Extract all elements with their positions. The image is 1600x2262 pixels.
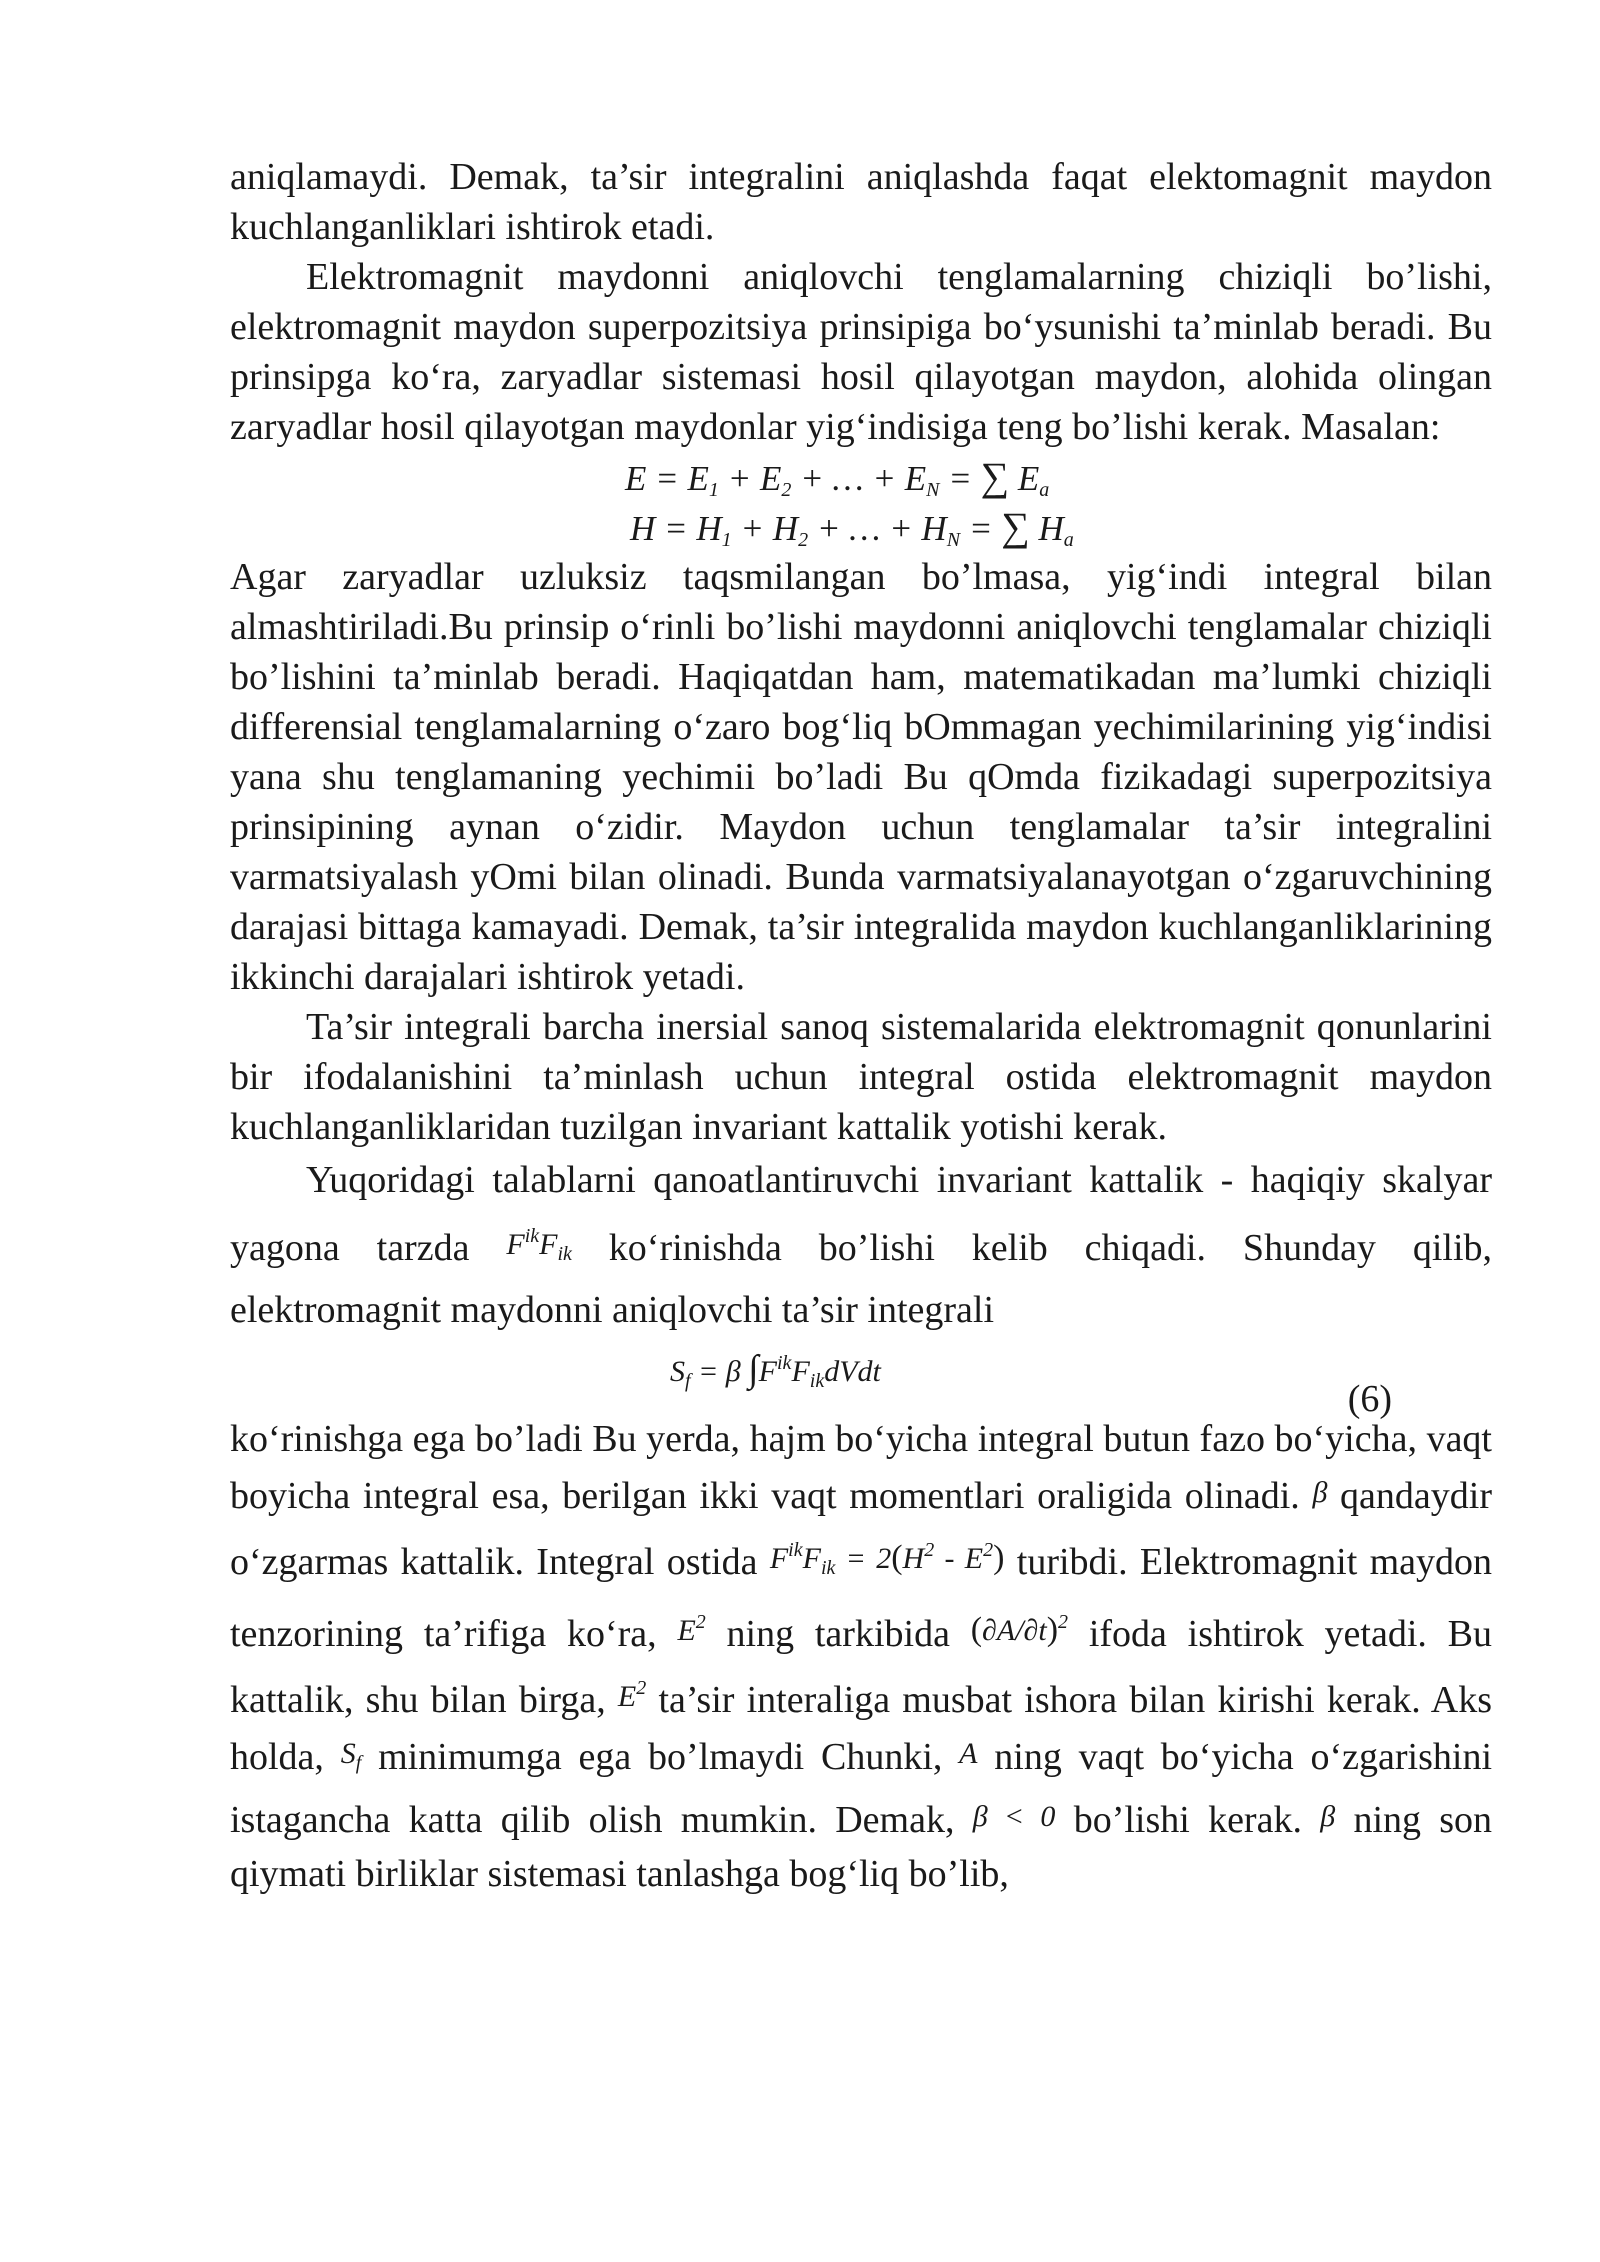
p5-text-b: ko‘rinishda bo’lishi kelib chiqadi. Shunday qilib, elektromagnit maydonni aniqlovchi ta’sir integrali [230,1227,1493,1331]
da-dt-squared-formula: $(\partial A/\partial t)^2$ [970,1611,1069,1648]
invariant-expansion-formula: $F^{ik}F_{ik} = 2(H^2 - E^2)$ [769,1539,1005,1579]
e-squared-formula-2: $E^2$ [617,1677,647,1713]
paragraph-6 [230,1412,1492,1901]
p6-text-d: ning tarkibida [726,1613,950,1655]
paragraph-5 [230,1152,1492,1338]
p6-text-e: ifoda ishtirok yetadi. Bu kattalik, shu bilan birga, [230,1613,1493,1721]
equation-e-superposition: $E = E_1 + E_2$ + … + $E_N$ = ∑ $E_a$ [625,454,1050,501]
p6-text-j: ning son qiymati birliklar sistemasi tanlashga bog‘liq bo’lib, [230,1799,1493,1895]
p6-text-h: ning vaqt bo‘yicha o‘zgarishini istagancha katta qilib olish mumkin. Demak, [230,1736,1493,1841]
equation-action-integral: $S_f = \beta$ $\int F^{ik}F_{ik}dVdt$ (6) [230,1338,1492,1402]
p6-text-b: qandaydir o‘zgarmas kattalik. Integral ostida [230,1475,1492,1583]
paragraph-4: Ta’sir integrali barcha inersial sanoq sistemalarida elektromagnit qonunlarini bir ifodalanishini ta’minlash uchun integral ostida elektromagnit maydon kuchlanganliklaridan tuzilgan invariant kattalik yotishi kerak. [230,1006,1492,1148]
p6-text-i: bo’lishi kerak. [1073,1799,1302,1841]
paragraph-1: aniqlamaydi. Demak, ta’sir integralini aniqlashda faqat elektomagnit maydon kuchlanganliklari ishtirok etadi. [230,156,1492,248]
p6-text-g: minimumga ega bo’lmaydi Chunki, [378,1736,943,1778]
equation-number: (6) [1347,1378,1392,1420]
p6-text-f: ta’sir interaliga musbat ishora bilan kirishi kerak. Aks holda, [230,1679,1493,1778]
beta-symbol: β [1312,1476,1328,1509]
paragraph-3: Agar zaryadlar uzluksiz taqsmilangan bo’lmasa, yig‘indi integral bilan almashtiriladi.Bu prinsip o‘rinli bo’lishi maydonni aniqlovchi tenglamalar chiziqli bo’lishini ta’minlab beradi. Haqiqatdan ham, matematikadan ma’lumki chiziqli differensial tenglamalarning o‘zaro bog‘liq bOmmagan yechimilarining yig‘indisi yana shu tenglamaning yechimii bo’ladi Bu qOmda fizikadagi superpozitsiya prinsipining aynan o‘zidir. Maydon uchun tenglamalar ta’sir integralini varmatsiyalash yOmi bilan olinadi. Bunda varmatsiyalanayotgan o‘zgaruvchining darajasi bittaga kamayadi. Demak, ta’sir integralida maydon kuchlanganliklarining ikkinchi darajalari ishtirok yetadi. [230,556,1492,998]
p6-text-a: ko‘rinishga ega bo’ladi Bu yerda, hajm bo‘yicha integral butun fazo bo‘yicha, vaqt boyicha integral esa, berilgan ikki vaqt momentlari oraligida olinadi. [230,1418,1492,1517]
equation-h-superposition: $H = H_1 + H_2$ + … + $H_N$ = ∑ $H_a$ [630,504,1074,551]
document-page [230,152,1492,1901]
potential-symbol: A [959,1737,978,1770]
invariant-formula: $F^{ik}F_{ik}$ [506,1225,572,1265]
paragraph-2: Elektromagnit maydonni aniqlovchi tenglamalarning chiziqli bo’lishi, elektromagnit maydon superpozitsiya prinsipiga bo‘ysunishi ta’minlab beradi. Bu prinsipga ko‘ra, zaryadlar sistemasi hosil qilayotgan maydon, alohida olingan zaryadlar hosil qilayotgan maydonlar yig‘indisiga teng bo’lishi kerak. Masalan: [230,256,1492,448]
beta-negative-condition: β < 0 [972,1800,1056,1833]
beta-symbol-2: β [1320,1800,1336,1833]
p6-text-c: turibdi. Elektromagnit maydon tenzorining ta’rifiga ko‘ra, [230,1541,1492,1655]
action-symbol: $S_f$ [340,1737,362,1774]
p5-text-a: Yuqoridagi talablarni qanoatlantiruvchi invariant kattalik - haqiqiy skalyar yagona tarzda [230,1159,1492,1269]
e-squared-formula: $E^2$ [677,1611,706,1647]
